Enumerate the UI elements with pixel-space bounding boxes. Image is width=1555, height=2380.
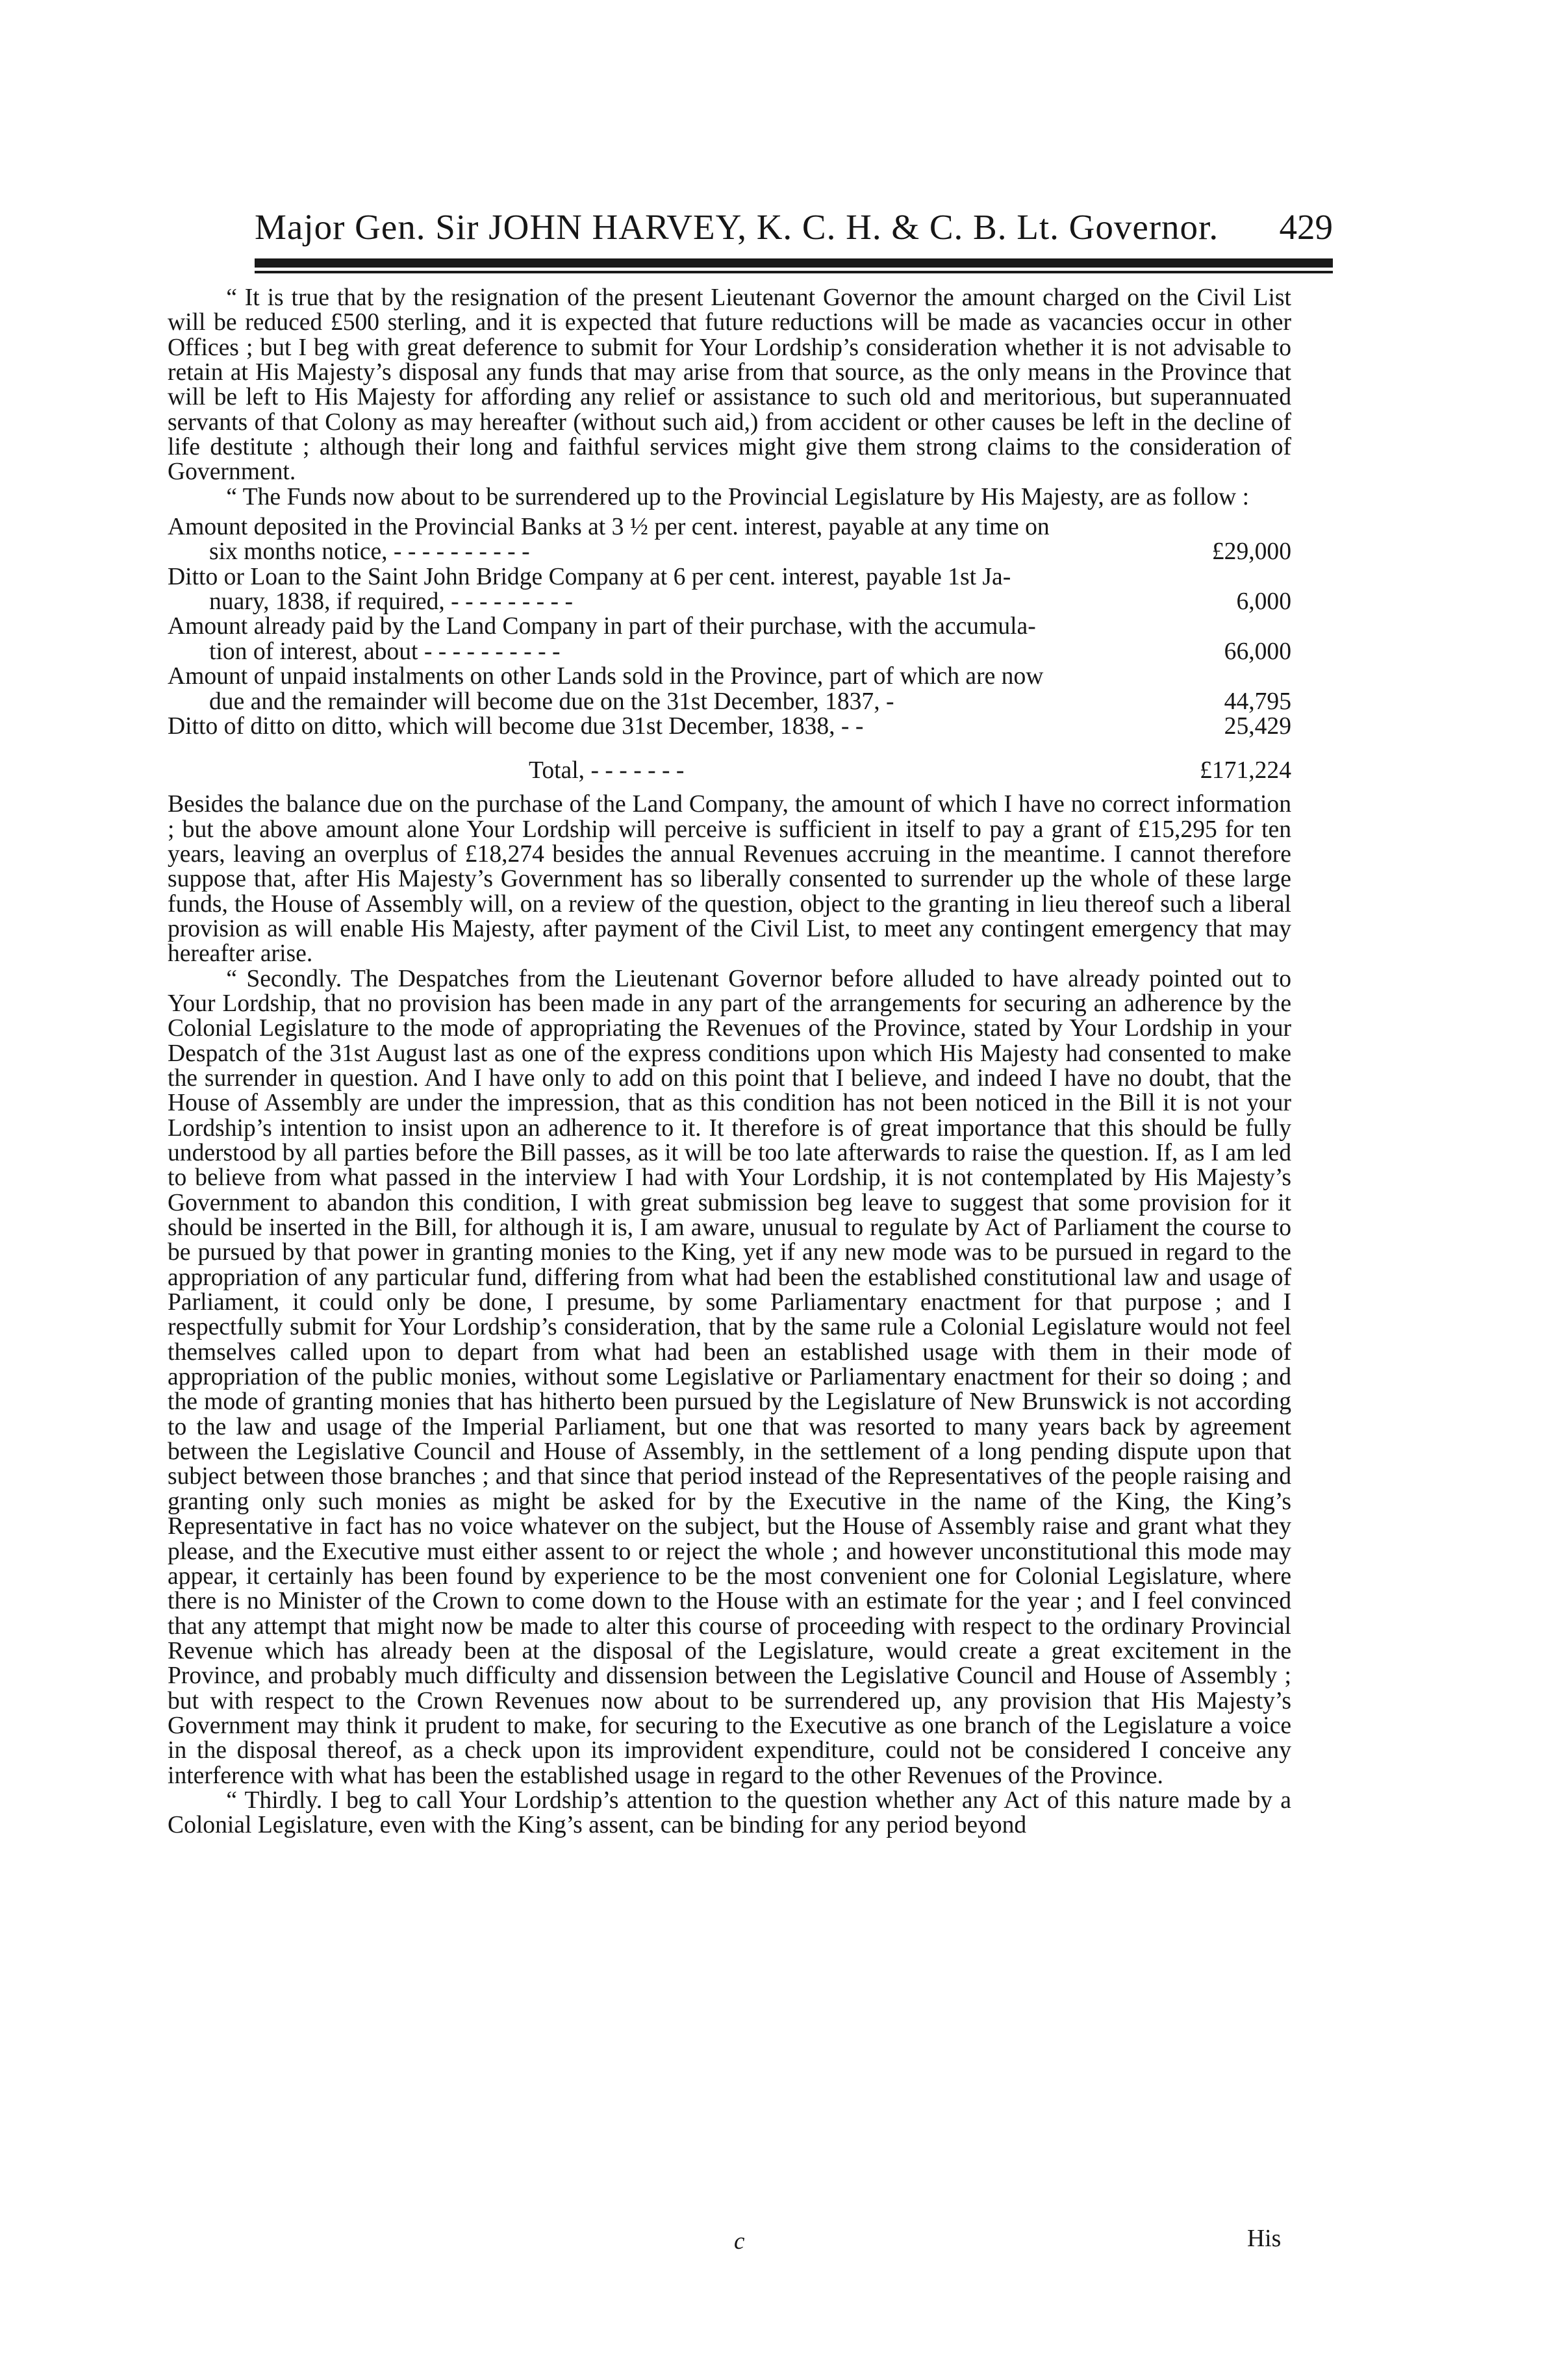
header-title: Major Gen. Sir JOHN HARVEY, K. C. H. & C. B. Lt. Governor. — [255, 207, 1219, 247]
page-number: 429 — [1279, 207, 1333, 247]
paragraph-funds-intro: “ The Funds now about to be surrendered up to the Provincial Legislature by His Majesty, are as follow : — [226, 483, 1250, 510]
fund-description-line2: six months notice, - - - - - - - - - - — [209, 538, 530, 566]
paragraph-secondly: “ Secondly. The Despatches from the Lieutenant Governor before alluded to have already pointed out to Your Lordship, that no provision has been made in any part of the arrangements for securing an adherence by the Colonial Legislature to the mode of appropriating the Revenues of the Province, stated by Your Lordship in your Despatch of the 31st August last as one of the express conditions upon which His Majesty had consented to make the surrender in question. And I have only to add on this point that I believe, and indeed I have no doubt, that the House of Assembly are under the impression, that as this condition has not been noticed in the Bill it is not your Lordship’s intention to insist upon an adherence to it. It therefore is of great importance that this should be fully understood by all parties before the Bill passes, as it will be too late afterwards to raise the question. If, as I am led to believe from what passed in the interview I had with Your Lordship, it is not contemplated by His Majesty’s Government to abandon this condition, I with great submission beg leave to suggest that some provision for it should be inserted in the Bill, for although it is, I am aware, unusual to regulate by Act of Parliament the course to be pursued by that power in granting monies to the King, yet if any new mode was to be pursued in regard to the appropriation of any particular fund, differing from what had been the established constitutional law and usage of Parliament, it could only be done, I presume, by some Parliamentary enactment for that purpose ; and I respectfully submit for Your Lordship’s consideration, that by the same rule a Colonial Legislature would not feel themselves called upon to depart from what had been an established usage with them in their mode of appropriation of the public monies, without some Legislative or Parliamentary enactment for their so doing ; and the mode of granting monies that has hitherto been pursued by the Legislature of New Brunswick is not according to the law and usage of the Imperial Parliament, but one that was resorted to many years back by agreement between the Legislative Council and House of Assembly, in the settlement of a long pending dispute upon that subject between those branches ; and that since that period instead of the Representatives of the people raising and granting only such monies as might be asked for by the Executive in the name of the King, the King’s Representative in fact has no voice whatever on the subject, but the House of Assembly raise and grant what they please, and the Executive must either assent to or reject the whole ; and however unconstitutional this mode may appear, it certainly has been found by experience to be the most convenient one for Colonial Legislature, where there is no Minister of the Crown to come down to the House with an estimate for the year ; and I feel convinced that any attempt that might now be made to alter this course of proceeding with respect to the ordinary Provincial Revenue which has already been at the disposal of the Legislature, would create a great excitement in the Province, and probably much difficulty and dissension between the Legislative Council and House of Assembly ; but with respect to the Crown Revenues now about to be surrendered up, any provision that His Majesty’s Government may think it prudent to make, for securing to the Executive as one branch of the Legislature a voice in the disposal thereof, as a check upon its improvident expenditure, could not be considered I conceive any interference with what has been the established usage in regard to the other Revenues of the Province. — [168, 965, 1291, 1789]
fund-description-continued — [168, 690, 1291, 714]
paragraph-besides: Besides the balance due on the purchase of the Land Company, the amount of which I have no correct information ; but the above amount alone Your Lordship will perceive is sufficient in itself to pay a grant of £15,295 for ten years, leaving an overplus of £18,274 besides the annual Revenues accruing in the meantime. I cannot therefore suppose that, after His Majesty’s Government has so liberally consented to surrender up the whole of these large funds, the House of Assembly will, on a review of the question, object to the granting in lieu thereof such a liberal provision as will enable His Majesty, after payment of the Civil List, to meet any contingent emergency that may hereafter arise. — [168, 791, 1291, 968]
fund-row — [168, 664, 1291, 714]
running-header — [255, 207, 1333, 252]
body-text — [168, 286, 1291, 1838]
fund-description-line2: tion of interest, about - - - - - - - - - - — [209, 638, 561, 665]
fund-amount: 44,795 — [1224, 688, 1291, 715]
paragraph-thirdly: “ Thirdly. I beg to call Your Lordship’s attention to the question whether any Act of this nature made by a Colonial Legislature, even with the King’s assent, can be binding for any period beyond — [168, 1786, 1291, 1839]
fund-amount: £29,000 — [1211, 538, 1291, 566]
fund-description: Amount deposited in the Provincial Banks at 3 ½ per cent. interest, payable at any time on — [168, 514, 1050, 541]
fund-row — [168, 565, 1291, 615]
fund-description-line2: due and the remainder will become due on the 31st December, 1837, - — [209, 688, 894, 715]
fund-row — [168, 714, 1291, 739]
signature-mark: c — [734, 2228, 745, 2255]
fund-description-continued — [168, 540, 1291, 564]
funds-table — [168, 515, 1291, 784]
fund-description-line2: nuary, 1838, if required, - - - - - - - - - — [209, 588, 573, 616]
total-label: Total, - - - - - - - — [529, 757, 685, 784]
fund-description-line1: Ditto of ditto on ditto, which will become due 31st December, 1838, - - — [168, 712, 864, 740]
fund-row — [168, 614, 1291, 664]
header-rule — [255, 258, 1333, 275]
fund-description: Amount of unpaid instalments on other Lands sold in the Province, part of which are now — [168, 663, 1044, 690]
fund-row — [168, 515, 1291, 565]
total-amount: £171,224 — [1200, 757, 1291, 784]
fund-description: Ditto or Loan to the Saint John Bridge Company at 6 per cent. interest, payable 1st Ja- — [168, 563, 1011, 590]
funds-total-row — [168, 758, 1291, 784]
fund-amount: 6,000 — [1236, 588, 1291, 616]
fund-description-continued — [168, 640, 1291, 664]
catchword: His — [1247, 2225, 1282, 2252]
fund-amount: 66,000 — [1224, 638, 1291, 665]
header-rule-thick — [255, 258, 1333, 268]
fund-description-continued — [168, 590, 1291, 614]
fund-description — [168, 714, 1291, 739]
paragraph-civil-list: “ It is true that by the resignation of the present Lieutenant Governor the amount charged on the Civil List will be reduced £500 sterling, and it is expected that future reductions will be made as vacancies occur in other Offices ; but I beg with great deference to submit for Your Lordship’s consideration whether it is not advisable to retain at His Majesty’s disposal any funds that may arise from that source, as the only means in the Province that will be left to His Majesty for affording any relief or assistance to such old and meritorious, but superannuated servants of that Colony as may hereafter (without such aid,) from accident or other causes be left in the decline of life destitute ; although their long and faithful services might give them strong claims to the consideration of Government. — [168, 284, 1291, 486]
fund-description: Amount already paid by the Land Company in part of their purchase, with the accumula- — [168, 613, 1036, 640]
fund-amount: 25,429 — [1224, 712, 1291, 740]
header-rule-thin — [255, 271, 1333, 273]
